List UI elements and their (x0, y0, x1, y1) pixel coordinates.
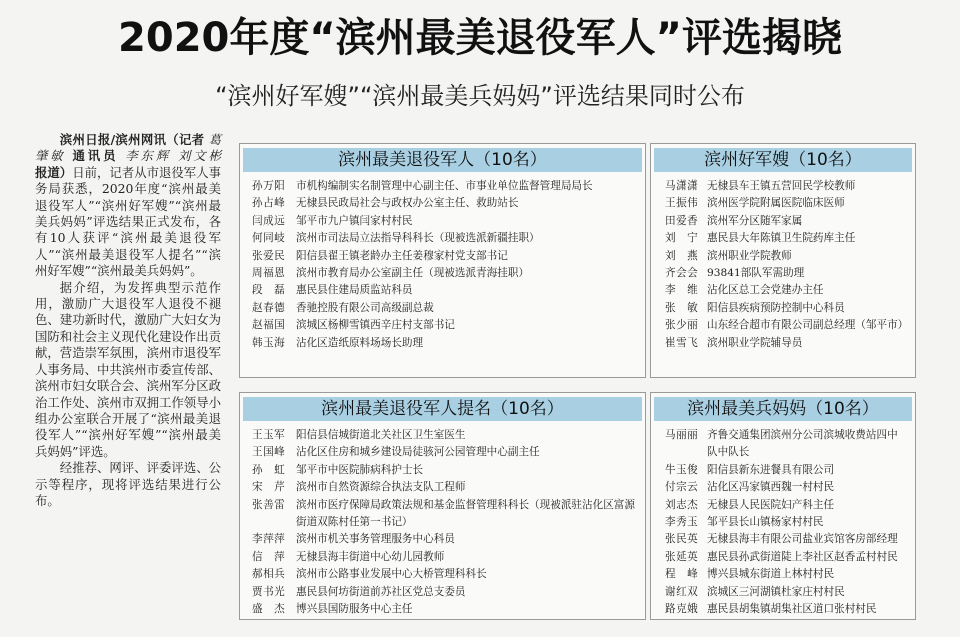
person-name: 付宗云 (665, 481, 699, 494)
person-name: 马潇潇 (665, 180, 699, 192)
person-name: 王国峰 (252, 446, 286, 459)
list-item (665, 282, 907, 299)
list-item (252, 213, 637, 230)
intro-text: 日前，记者从市退役军人事务局获悉，2020年度“滨州最美退役军人”“滨州好军嫂”“滨州最美兵妈妈”评选结果正式发布，各有10人获评“滨州最美退役军人”“滨州最美退役军人提名”“滨州好军嫂”“滨州最美兵妈妈”。 (35, 164, 222, 279)
subheadline: “滨州好军嫂”“滨州最美兵妈妈”评选结果同时公布 (215, 82, 745, 110)
person-name: 刘 宁 (665, 232, 699, 245)
list-item (252, 427, 637, 444)
paragraph-result: 经推荐、网评、评委评选、公示等程序，现将评选结果进行公布。 (35, 460, 221, 508)
person-title: 沾化区冯家镇西魏一村村民 (707, 481, 835, 494)
person-title: 滨州医学院附属医院临床医师 (707, 197, 845, 210)
person-name: 信 萍 (252, 550, 286, 563)
person-name: 段 磊 (252, 284, 286, 297)
person-name: 张 敏 (665, 301, 699, 314)
list-item (252, 566, 637, 583)
list-item (665, 479, 907, 496)
list-title-military-mothers: 滨州最美兵妈妈（10名） (654, 397, 912, 421)
person-name: 孙万阳 (252, 180, 286, 192)
list-item (665, 213, 907, 230)
person-title: 邹平市九户镇闫家村村民 (296, 214, 413, 227)
person-title: 沾化区总工会党建办主任 (707, 284, 824, 297)
person-title: 滨州市机关事务管理服务中心科员 (296, 533, 455, 546)
list-item (252, 178, 637, 195)
person-name: 韩玉海 (252, 336, 286, 349)
list-box-veteran-nominees (239, 392, 646, 620)
list-veteran-nominees (252, 427, 637, 618)
list-item (252, 335, 637, 352)
person-name: 齐会会 (665, 267, 699, 280)
person-name: 孙占峰 (252, 197, 286, 210)
person-name: 周福恩 (252, 267, 286, 280)
list-item (252, 584, 637, 601)
person-name: 马丽丽 (665, 429, 699, 441)
person-title: 山东经合超市有限公司副总经理（邹平市） (707, 319, 909, 332)
list-item (665, 230, 907, 247)
person-name: 孙 虹 (252, 463, 286, 476)
person-name: 刘志杰 (665, 498, 699, 511)
person-title: 无棣县海丰有限公司盐业宾馆客房部经理 (707, 533, 898, 546)
list-item (665, 497, 907, 514)
list-item (252, 300, 637, 317)
person-name: 张善雷 (252, 498, 286, 511)
person-name: 赵福国 (252, 319, 286, 332)
person-title: 沾化区住房和城乡建设局徒骇河公园管理中心副主任 (296, 446, 540, 459)
person-name: 贾书光 (252, 585, 286, 598)
list-item (665, 514, 907, 531)
byline-correspondents: 李东辉 刘文彬 (125, 148, 221, 164)
person-title: 阳信县翟王镇老龄办主任姜穆家村党支部书记 (296, 249, 508, 262)
person-name: 崔雪飞 (665, 336, 699, 349)
byline-paragraph (35, 132, 221, 280)
person-title: 市机构编制实名制管理中心副主任、市事业单位监督管理局局长 (296, 180, 593, 192)
list-item (665, 462, 907, 479)
person-title: 滨州市自然资源综合执法支队工程师 (296, 481, 466, 494)
person-name: 张少丽 (665, 319, 699, 332)
list-item (665, 300, 907, 317)
person-name: 张民英 (665, 533, 699, 546)
byline-source: 滨州日报/滨州网讯（记者 (59, 132, 205, 147)
person-title: 阳信县疾病预防控制中心科员 (707, 301, 845, 314)
person-name: 张爱民 (252, 249, 286, 262)
list-veterans (252, 178, 637, 352)
person-title: 惠民县何坊街道前苏社区党总支委员 (296, 585, 466, 598)
person-name: 宋 芹 (252, 481, 286, 494)
list-item (252, 444, 637, 461)
list-item (665, 265, 907, 282)
person-name: 李 维 (665, 284, 699, 297)
byline-corr-label: 通讯员 (72, 148, 119, 164)
list-item (665, 248, 907, 265)
person-name: 何同岐 (252, 232, 286, 245)
list-item (665, 584, 907, 601)
list-item (252, 230, 637, 247)
person-title: 滨城区杨柳雪镇西辛庄村支部书记 (296, 319, 455, 332)
list-title-veteran-nominees: 滨州最美退役军人提名（10名） (243, 397, 642, 421)
person-title: 滨州职业学院教师 (707, 249, 792, 262)
person-title: 阳信县新东进餐具有限公司 (707, 463, 835, 476)
person-title: 齐鲁交通集团滨州分公司滨城收费站四中队中队长 (707, 429, 898, 459)
list-item (252, 531, 637, 548)
list-box-military-wives (650, 143, 916, 378)
person-title: 93841部队军需助理 (707, 267, 805, 280)
person-title: 无棣县民政局社会与政权办公室主任、救助站长 (296, 197, 519, 210)
person-title: 博兴县城东街道上林村村民 (707, 568, 835, 581)
list-item (665, 531, 907, 548)
list-item (665, 178, 907, 195)
person-name: 张延英 (665, 550, 699, 563)
person-title: 滨州军分区随军家属 (707, 214, 803, 227)
list-item (252, 549, 637, 566)
person-title: 博兴县国防服务中心主任 (296, 603, 413, 616)
list-item (665, 427, 907, 462)
person-name: 路克娥 (665, 603, 699, 616)
person-name: 刘 燕 (665, 249, 699, 262)
list-item (252, 497, 637, 532)
person-title: 无棣县车王镇五营回民学校教师 (707, 180, 856, 192)
list-item (252, 462, 637, 479)
person-title: 滨州市公路事业发展中心大桥管理科科长 (296, 568, 487, 581)
person-name: 盛 杰 (252, 603, 286, 616)
person-title: 惠民县胡集镇胡集社区道口张村村民 (707, 603, 877, 616)
person-name: 闫成远 (252, 214, 286, 227)
list-title-veterans: 滨州最美退役军人（10名） (243, 148, 642, 172)
person-title: 惠民县大年陈镇卫生院药库主任 (707, 232, 856, 245)
person-name: 谢红双 (665, 585, 699, 598)
person-title: 惠民县住建局质监站科员 (296, 284, 413, 297)
person-title: 滨州市医疗保障局政策法规和基金监督管理科科长（现被派驻沾化区富源街道双陈村任第一书记） (296, 498, 635, 529)
article-body (35, 132, 221, 509)
list-box-veterans (239, 143, 646, 378)
person-name: 王玉军 (252, 429, 286, 441)
list-item (665, 566, 907, 583)
person-name: 程 峰 (665, 568, 699, 581)
list-military-wives (665, 178, 907, 352)
list-box-military-mothers (650, 392, 916, 620)
list-item (252, 265, 637, 282)
person-title: 无棣县海丰街道中心幼儿园教师 (296, 550, 445, 563)
paragraph-background: 据介绍，为发挥典型示范作用，激励广大退役军人退役不褪色、建功新时代，激励广大妇女为国防和社会主义现代化建设作出贡献，营造崇军氛围，滨州市退役军人事务局、中共滨州市委宣传部、滨州市妇女联合会、滨州军分区政治工作处、滨州市双拥工作领导小组办公室联合开展了“滨州最美退役军人”“滨州好军嫂”“滨州最美兵妈妈”评选。 (35, 279, 221, 459)
person-title: 滨州市教育局办公室副主任（现被选派青海挂职） (296, 267, 530, 280)
list-item (252, 248, 637, 265)
headline: 2020年度“滨州最美退役军人”评选揭晓 (118, 15, 842, 61)
person-title: 惠民县孙武街道陡上李社区赵香孟村村民 (707, 550, 898, 563)
list-title-military-wives: 滨州好军嫂（10名） (654, 148, 912, 172)
person-title: 阳信县信城街道北关社区卫生室医生 (296, 429, 466, 441)
byline-reporter: 葛肇敏 (35, 132, 221, 164)
person-name: 郝相兵 (252, 568, 286, 581)
person-name: 李萍萍 (252, 533, 286, 546)
list-item (252, 601, 637, 618)
person-name: 王振伟 (665, 197, 699, 210)
list-item (252, 317, 637, 334)
person-title: 邹平市中医院肺病科护士长 (296, 463, 424, 476)
list-military-mothers (665, 427, 907, 618)
list-item (665, 317, 907, 334)
person-title: 滨城区三河湖镇杜家庄村村民 (707, 585, 845, 598)
person-title: 滨州市司法局立法指导科科长（现被选派新疆挂职） (296, 232, 540, 245)
person-title: 香驰控股有限公司高级副总裁 (296, 301, 434, 314)
person-name: 田爱香 (665, 214, 699, 227)
person-name: 牛玉俊 (665, 463, 699, 476)
list-item (252, 195, 637, 212)
list-item (252, 282, 637, 299)
person-name: 赵春德 (252, 301, 286, 314)
byline-report: 报道） (35, 164, 73, 180)
list-item (252, 479, 637, 496)
person-title: 沾化区造纸原料场场长助理 (296, 336, 424, 349)
list-item (665, 601, 907, 618)
person-title: 无棣县人民医院妇产科主任 (707, 498, 835, 511)
person-name: 李秀玉 (665, 516, 699, 529)
list-item (665, 195, 907, 212)
list-item (665, 335, 907, 352)
person-title: 邹平县长山镇杨家村村民 (707, 516, 824, 529)
person-title: 滨州职业学院辅导员 (707, 336, 803, 349)
list-item (665, 549, 907, 566)
